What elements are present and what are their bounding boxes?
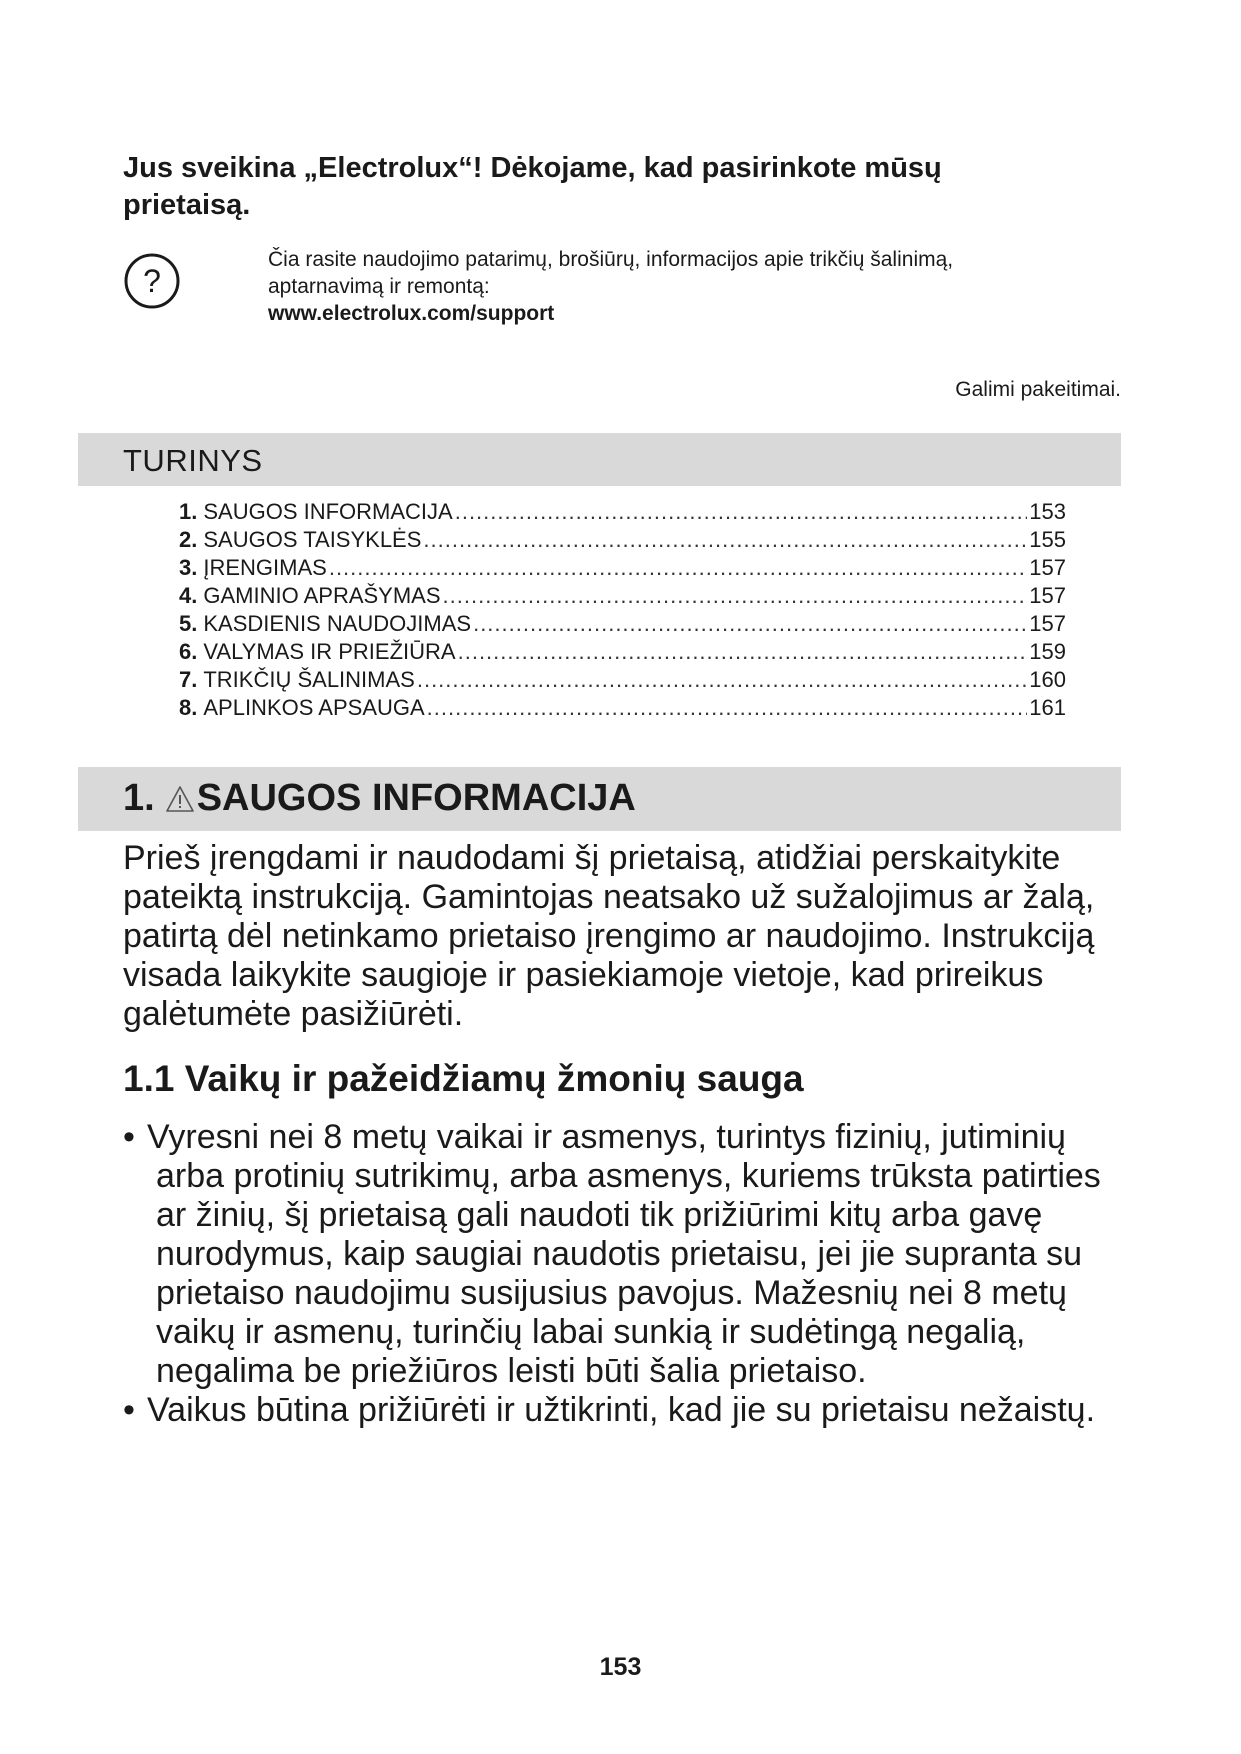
toc-leader-dots: [455, 499, 1028, 525]
list-item: [123, 1118, 1133, 1391]
bullet-text: Vyresni nei 8 metų vaikai ir asmenys, turintys fizinių, jutiminių arba protinių sutrikimų, arba asmenys, kuriems trūksta patirties ar žinių, šį prietaisą gali naudoti tik prižiūrimi kitų arba gavę nurodymus, kaip saugiai naudotis prietaisu, jei jie supranta su prietaiso naudojimu susijusius pavojus. Mažesnių nei 8 metų vaikų ir asmenų, turinčių labai sunkią ir sudėtingą negalią, negalima be priežiūros leisti būti šalia prietaiso.: [147, 1118, 1101, 1390]
support-text: Čia rasite naudojimo patarimų, brošiūrų, informacijos apie trikčių šalinimą, aptarnavimą ir remontą:: [268, 248, 954, 298]
bullet-list: [123, 1118, 1133, 1430]
toc-item-label: VALYMAS IR PRIEŽIŪRA: [203, 639, 456, 664]
toc-item-number: 7.: [179, 667, 198, 692]
toc-item-number: 6.: [179, 639, 198, 664]
toc-item-page: 161: [1029, 695, 1066, 720]
toc-item-page: 159: [1029, 639, 1066, 664]
toc-item[interactable]: [179, 695, 1066, 723]
toc-item[interactable]: [179, 499, 1066, 527]
section-title: [123, 777, 636, 820]
subsection-title: 1.1 Vaikų ir pažeidžiamų žmonių sauga: [123, 1058, 804, 1099]
toc-item-label: GAMINIO APRAŠYMAS: [203, 583, 441, 608]
toc-item-number: 4.: [179, 583, 198, 608]
toc-item[interactable]: [179, 583, 1066, 611]
list-item: [123, 1391, 1133, 1430]
toc-item-number: 3.: [179, 555, 198, 580]
toc-item[interactable]: [179, 667, 1066, 695]
support-link[interactable]: www.electrolux.com/support: [268, 302, 555, 325]
toc-item-number: 5.: [179, 611, 198, 636]
bullet-mark: •: [123, 1118, 135, 1156]
bullet-mark: •: [123, 1391, 135, 1429]
toc-title: TURINYS: [123, 443, 263, 478]
bullet-text: Vaikus būtina prižiūrėti ir užtikrinti, kad jie su prietaisu nežaistų.: [147, 1391, 1096, 1429]
toc-leader-dots: [443, 583, 1028, 609]
toc-item-label: KASDIENIS NAUDOJIMAS: [203, 611, 472, 636]
svg-text:?: ?: [143, 263, 161, 299]
toc-item-number: 2.: [179, 527, 198, 552]
changes-note: Galimi pakeitimai.: [955, 378, 1121, 401]
toc-leader-dots: [458, 639, 1028, 665]
toc-leader-dots: [473, 611, 1027, 637]
toc-item-label: APLINKOS APSAUGA: [203, 695, 425, 720]
toc-leader-dots: [427, 695, 1028, 721]
toc-item-page: 155: [1029, 527, 1066, 552]
toc-item-page: 153: [1029, 499, 1066, 524]
question-circle-icon: [123, 252, 181, 310]
toc-item-label: SAUGOS INFORMACIJA: [203, 499, 453, 524]
toc-leader-dots: [423, 527, 1027, 553]
section-header: [78, 767, 1121, 831]
toc-item-page: 157: [1029, 611, 1066, 636]
toc-item[interactable]: [179, 527, 1066, 555]
page-number: 153: [599, 1653, 642, 1681]
toc-item-number: 1.: [179, 499, 198, 524]
toc-item-page: 157: [1029, 583, 1066, 608]
section-title-text: SAUGOS INFORMACIJA: [196, 777, 636, 819]
toc-leader-dots: [329, 555, 1027, 581]
toc-item-label: SAUGOS TAISYKLĖS: [203, 527, 422, 552]
toc-header: [78, 433, 1121, 486]
warning-triangle-icon: [165, 784, 195, 814]
section-number: 1.: [123, 777, 155, 819]
toc-item[interactable]: [179, 555, 1066, 583]
toc-item-number: 8.: [179, 695, 198, 720]
welcome-title: Jus sveikina „Electrolux“! Dėkojame, kad pasirinkote mūsų prietaisą.: [123, 152, 942, 221]
toc-item[interactable]: [179, 639, 1066, 667]
toc-item[interactable]: [179, 611, 1066, 639]
intro-paragraph: Prieš įrengdami ir naudodami šį prietaisą, atidžiai perskaitykite pateiktą instrukciją. Gamintojas neatsako už sužalojimus ar žalą, patirtą dėl netinkamo prietaiso įrengimo ar naudojimo. Instrukciją visada laikykite saugioje ir pasiekiamoje vietoje, kad prireikus galėtumėte pasižiūrėti.: [123, 839, 1095, 1033]
toc-item-label: ĮRENGIMAS: [203, 555, 327, 580]
support-info: [268, 246, 1048, 327]
toc-item-label: TRIKČIŲ ŠALINIMAS: [203, 667, 415, 692]
toc-item-page: 160: [1029, 667, 1066, 692]
toc-leader-dots: [417, 667, 1027, 693]
toc-list: [179, 499, 1066, 723]
toc-item-page: 157: [1029, 555, 1066, 580]
